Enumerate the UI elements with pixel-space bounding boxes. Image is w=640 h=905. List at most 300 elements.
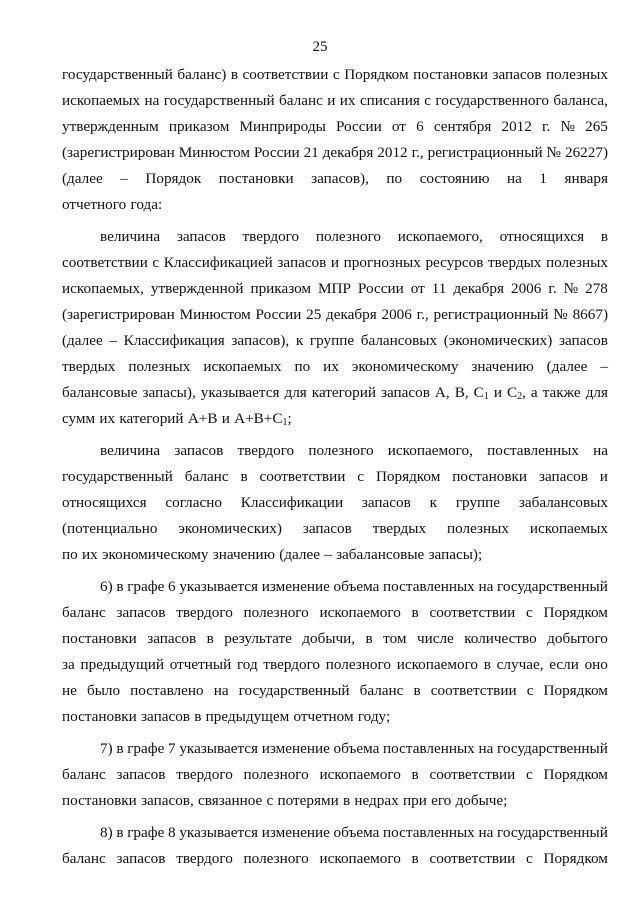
text-line — [62, 542, 608, 568]
word: – — [324, 546, 332, 563]
word: недрах — [354, 792, 399, 809]
word: Порядком — [543, 766, 608, 783]
word: государственный — [497, 740, 608, 757]
word: графе — [127, 740, 165, 757]
word: забалансовых — [518, 494, 608, 511]
text-line — [62, 516, 608, 542]
word: запасов — [302, 520, 352, 537]
word: соответствии — [242, 66, 329, 83]
word: и — [493, 384, 502, 401]
word: № — [563, 280, 579, 297]
word: в — [116, 740, 124, 757]
word: указывается — [179, 740, 259, 757]
word: № — [553, 306, 568, 323]
word: баланс — [279, 92, 323, 109]
word: января — [564, 170, 608, 187]
word: ископаемых — [62, 92, 141, 109]
word: твердых — [488, 254, 542, 271]
word: состоянию — [419, 170, 490, 187]
word: 2006 — [381, 306, 412, 323]
word: государственного — [435, 92, 549, 109]
text-line — [62, 140, 608, 166]
text-line — [62, 62, 608, 88]
word: твердых — [62, 358, 116, 375]
word: согласно — [165, 494, 222, 511]
word: баланса, — [553, 92, 608, 109]
word: отчетного — [62, 196, 127, 213]
text-line — [62, 438, 608, 464]
text-line — [62, 276, 608, 302]
word: их — [99, 410, 116, 427]
word: с — [152, 254, 160, 271]
word: запасов — [174, 442, 224, 459]
word: декабря — [326, 306, 377, 323]
word: баланс — [62, 604, 106, 621]
word: в — [116, 578, 124, 595]
word: запасов), — [311, 170, 369, 187]
word: с — [332, 66, 340, 83]
word: – — [109, 332, 117, 349]
word: твердых — [372, 520, 427, 537]
word: постановки — [218, 170, 294, 187]
word: в — [411, 766, 419, 783]
word: по — [386, 170, 403, 187]
word: потерями — [277, 792, 339, 809]
text-line — [62, 464, 608, 490]
word: приказом — [168, 118, 230, 135]
word: экономическому — [101, 546, 209, 563]
word: по — [62, 546, 78, 563]
word: Минюстом — [179, 306, 251, 323]
text-line — [62, 820, 608, 846]
word: на — [478, 824, 494, 841]
word: и — [221, 410, 230, 427]
word: МПР — [318, 280, 351, 297]
word: постановки — [413, 66, 488, 83]
text-line — [62, 114, 608, 140]
word: государственный — [62, 468, 173, 485]
word: ископаемого — [319, 850, 401, 867]
word: $А+В+С_1$; — [234, 410, 292, 428]
word: государственный — [497, 578, 608, 595]
word: количество — [464, 630, 537, 647]
word: ископаемого — [319, 604, 401, 621]
word: Порядком — [543, 682, 608, 699]
word: группе — [309, 332, 355, 349]
word: запасов — [116, 766, 166, 783]
text-line — [62, 652, 608, 678]
word: полезного — [315, 228, 382, 245]
word: $С_1$ — [473, 384, 489, 402]
word: не — [62, 682, 77, 699]
word: постановки — [62, 792, 137, 809]
word: значению — [471, 358, 534, 375]
word: предыдущем — [205, 708, 290, 725]
word: при — [402, 792, 427, 809]
word: в — [342, 792, 351, 809]
word: Порядком — [344, 66, 409, 83]
word: году; — [357, 708, 391, 725]
text-line — [62, 250, 608, 276]
word: 2006 — [510, 280, 542, 297]
word: в — [194, 708, 202, 725]
word: полезного — [308, 442, 374, 459]
text-line — [62, 846, 608, 872]
word: 265 — [585, 118, 608, 135]
word: декабря — [322, 144, 374, 161]
word: Классификация — [123, 332, 225, 349]
word: запасов — [141, 708, 190, 725]
word: твердого — [176, 850, 233, 867]
word: поставленных — [383, 740, 475, 757]
word: запасов — [380, 384, 430, 401]
word: 7) — [100, 740, 113, 757]
word: в — [411, 850, 419, 867]
word: добыче; — [455, 792, 508, 809]
text-line — [62, 788, 608, 814]
word: полезного — [243, 850, 309, 867]
word: твердого — [237, 442, 295, 459]
text-line — [62, 678, 608, 704]
word: от — [391, 118, 406, 135]
word: с — [526, 682, 534, 699]
word: поставленных — [487, 442, 579, 459]
word: твердого — [263, 656, 321, 673]
word: и — [330, 254, 340, 271]
word: значению — [212, 546, 275, 563]
word: за — [62, 656, 75, 673]
word: также — [542, 384, 581, 401]
word: добытого — [547, 630, 608, 647]
word: запасов — [277, 254, 327, 271]
text-line — [62, 302, 608, 328]
document-body — [62, 62, 608, 872]
word: балансовые — [62, 384, 138, 401]
word: поставленных — [383, 824, 475, 841]
word: 6 — [168, 578, 176, 595]
word: Классификацией — [163, 254, 273, 271]
word: государственный — [62, 66, 173, 83]
word: для — [585, 384, 608, 401]
word: (далее — [546, 358, 588, 375]
word: 1 — [539, 170, 548, 187]
word: запасов, — [141, 792, 194, 809]
word: Порядком — [543, 604, 608, 621]
word: запасов — [147, 630, 197, 647]
word: на — [144, 92, 160, 109]
word: твердого — [242, 228, 300, 245]
word: полезного — [243, 766, 309, 783]
word: указывается — [179, 578, 259, 595]
word: прогнозных — [343, 254, 421, 271]
word: на — [478, 578, 494, 595]
word: ископаемых, — [62, 280, 144, 297]
word: полезных — [545, 254, 608, 271]
word: Порядок — [145, 170, 202, 187]
word: запасов — [116, 604, 166, 621]
word: списания — [359, 92, 420, 109]
word: указывается — [200, 384, 280, 401]
word: том — [383, 630, 407, 647]
word: баланс — [359, 682, 404, 699]
word: г., — [411, 144, 424, 161]
word: с — [526, 604, 533, 621]
word: запасов — [361, 494, 411, 511]
text-line — [62, 600, 608, 626]
word: соответствии — [259, 468, 346, 485]
word: его — [431, 792, 452, 809]
word: балансовых — [360, 332, 438, 349]
word: величина — [100, 442, 161, 459]
word: запасов — [538, 468, 588, 485]
word: их — [323, 358, 339, 375]
text-line — [62, 192, 608, 218]
word: Порядком — [375, 468, 441, 485]
word: 2012 — [501, 118, 532, 135]
word: баланс — [62, 766, 106, 783]
word: относящихся — [62, 494, 147, 511]
word: если — [549, 656, 579, 673]
word: Минприроды — [239, 118, 326, 135]
word: – — [600, 358, 608, 375]
word: ресурсов — [425, 254, 484, 271]
word: баланс) — [177, 66, 227, 83]
word: 21 — [303, 144, 319, 161]
word: в — [411, 604, 419, 621]
word: объема — [333, 578, 380, 595]
word: декабря — [453, 280, 504, 297]
word: поставлено — [130, 682, 204, 699]
word: твердого — [176, 766, 233, 783]
word: к — [429, 494, 438, 511]
word: Классификации — [240, 494, 344, 511]
word: утвержденной — [150, 280, 244, 297]
word: года: — [130, 196, 163, 213]
word: приказом — [250, 280, 312, 297]
word: соответствии — [62, 254, 148, 271]
word: по — [294, 358, 311, 375]
word: категорий — [119, 410, 184, 427]
word: (зарегистрирован — [62, 306, 175, 323]
word: сумм — [62, 410, 96, 427]
word: запасов — [492, 66, 542, 83]
word: в — [483, 656, 491, 673]
word: на — [478, 740, 494, 757]
word: г. — [548, 280, 557, 297]
word: ископаемого — [319, 766, 401, 783]
word: регистрационный — [433, 306, 549, 323]
word: добычи, — [302, 630, 356, 647]
word: от — [410, 280, 425, 297]
word: (потенциально — [62, 520, 158, 537]
word: утвержденным — [62, 118, 159, 135]
word: в — [240, 468, 248, 485]
text-line — [62, 328, 608, 354]
page-number: 25 — [312, 39, 328, 55]
word: России — [357, 280, 404, 297]
text-line — [62, 490, 608, 516]
word: числе — [416, 630, 454, 647]
text-line — [62, 574, 608, 600]
word: к — [295, 332, 304, 349]
word: случае, — [496, 656, 544, 673]
word: их — [81, 546, 98, 563]
text-line — [62, 762, 608, 788]
word: запасов — [116, 850, 166, 867]
word: изменение — [261, 578, 330, 595]
word: результате — [224, 630, 292, 647]
word: 11 — [431, 280, 447, 297]
word: поставленных — [383, 578, 475, 595]
word: изменение — [261, 824, 330, 841]
text-line — [62, 88, 608, 114]
word: запасы); — [428, 546, 483, 563]
word: запасов — [558, 332, 608, 349]
text-line — [62, 704, 608, 730]
word: их — [339, 92, 356, 109]
word: забалансовые — [336, 546, 425, 563]
word: (далее — [279, 546, 320, 563]
word: ископаемых — [529, 520, 608, 537]
word: с — [266, 792, 274, 809]
word: $С_2$, — [506, 384, 526, 402]
word: России — [335, 118, 382, 135]
word: на — [213, 682, 229, 699]
word: и — [327, 92, 336, 109]
word: А+В — [187, 410, 218, 427]
word: соответствии — [429, 604, 516, 621]
word: полезных — [447, 520, 509, 537]
word: В, — [454, 384, 469, 401]
word: в — [116, 824, 124, 841]
text-line — [62, 626, 608, 652]
word: на — [507, 170, 522, 187]
word: 26227) — [564, 144, 608, 161]
word: экономических) — [178, 520, 282, 537]
word: 8) — [100, 824, 113, 841]
word: № — [546, 144, 562, 161]
word: отчетный — [169, 656, 232, 673]
word: с — [424, 92, 431, 109]
word: полезного — [243, 604, 309, 621]
word: (далее — [62, 332, 103, 349]
word: сентября — [433, 118, 492, 135]
word: твердого — [176, 604, 233, 621]
word: в — [413, 682, 421, 699]
word: полезных — [545, 66, 608, 83]
word: государственный — [163, 92, 275, 109]
word: 25 — [306, 306, 322, 323]
word: ископаемого, — [387, 442, 473, 459]
word: отчетном — [293, 708, 354, 725]
word: экономическому — [351, 358, 459, 375]
word: в — [365, 630, 373, 647]
word: объема — [333, 824, 380, 841]
text-line — [62, 736, 608, 762]
word: 6 — [416, 118, 424, 135]
word: для — [284, 384, 307, 401]
word: и — [599, 468, 608, 485]
word: (зарегистрирован — [62, 144, 175, 161]
word: (далее — [62, 170, 103, 187]
word: с — [526, 766, 533, 783]
text-line — [62, 380, 608, 406]
word: России — [253, 144, 300, 161]
word: регистрационный — [427, 144, 543, 161]
word: Минюстом — [178, 144, 250, 161]
word: А, — [434, 384, 450, 401]
word: предыдущий — [80, 656, 164, 673]
word: запасов — [176, 228, 226, 245]
word: связанное — [198, 792, 263, 809]
word: категорий — [311, 384, 376, 401]
word: на — [593, 442, 608, 459]
word: полезных — [128, 358, 191, 375]
word: постановки — [62, 708, 137, 725]
word: с — [526, 850, 533, 867]
word: Порядком — [543, 850, 608, 867]
word: запасов), — [231, 332, 290, 349]
word: 7 — [168, 740, 176, 757]
word: соответствии — [429, 766, 516, 783]
word: было — [86, 682, 121, 699]
word: 2012 — [377, 144, 408, 161]
word: № — [560, 118, 575, 135]
word: а — [530, 384, 538, 401]
word: (экономических) — [443, 332, 553, 349]
word: 278 — [585, 280, 608, 297]
word: 8667) — [572, 306, 608, 323]
word: полезного — [325, 656, 391, 673]
word: группе — [455, 494, 501, 511]
word: постановки — [62, 630, 137, 647]
word: с — [357, 468, 365, 485]
word: баланс — [62, 850, 106, 867]
word: в — [600, 228, 608, 245]
word: графе — [127, 578, 165, 595]
word: ископаемого — [396, 656, 479, 673]
word: г., — [416, 306, 429, 323]
word: год — [236, 656, 258, 673]
word: объема — [333, 740, 380, 757]
word: относящихся — [499, 228, 585, 245]
word: в — [230, 66, 238, 83]
text-line — [62, 354, 608, 380]
text-line — [62, 224, 608, 250]
word: изменение — [261, 740, 330, 757]
word: государственный — [497, 824, 608, 841]
word: России — [255, 306, 302, 323]
word: величина — [100, 228, 161, 245]
word: ископаемых — [203, 358, 282, 375]
word: государственный — [238, 682, 350, 699]
word: 8 — [168, 824, 176, 841]
text-line — [62, 166, 608, 192]
text-line — [62, 406, 608, 432]
word: постановки — [452, 468, 528, 485]
word: – — [120, 170, 128, 187]
word: ископаемого, — [397, 228, 483, 245]
word: в — [206, 630, 214, 647]
word: графе — [127, 824, 165, 841]
word: указывается — [179, 824, 259, 841]
word: баланс — [184, 468, 229, 485]
word: соответствии — [430, 682, 517, 699]
word: запасы), — [142, 384, 196, 401]
word: г. — [542, 118, 551, 135]
word: 6) — [100, 578, 113, 595]
word: соответствии — [429, 850, 516, 867]
